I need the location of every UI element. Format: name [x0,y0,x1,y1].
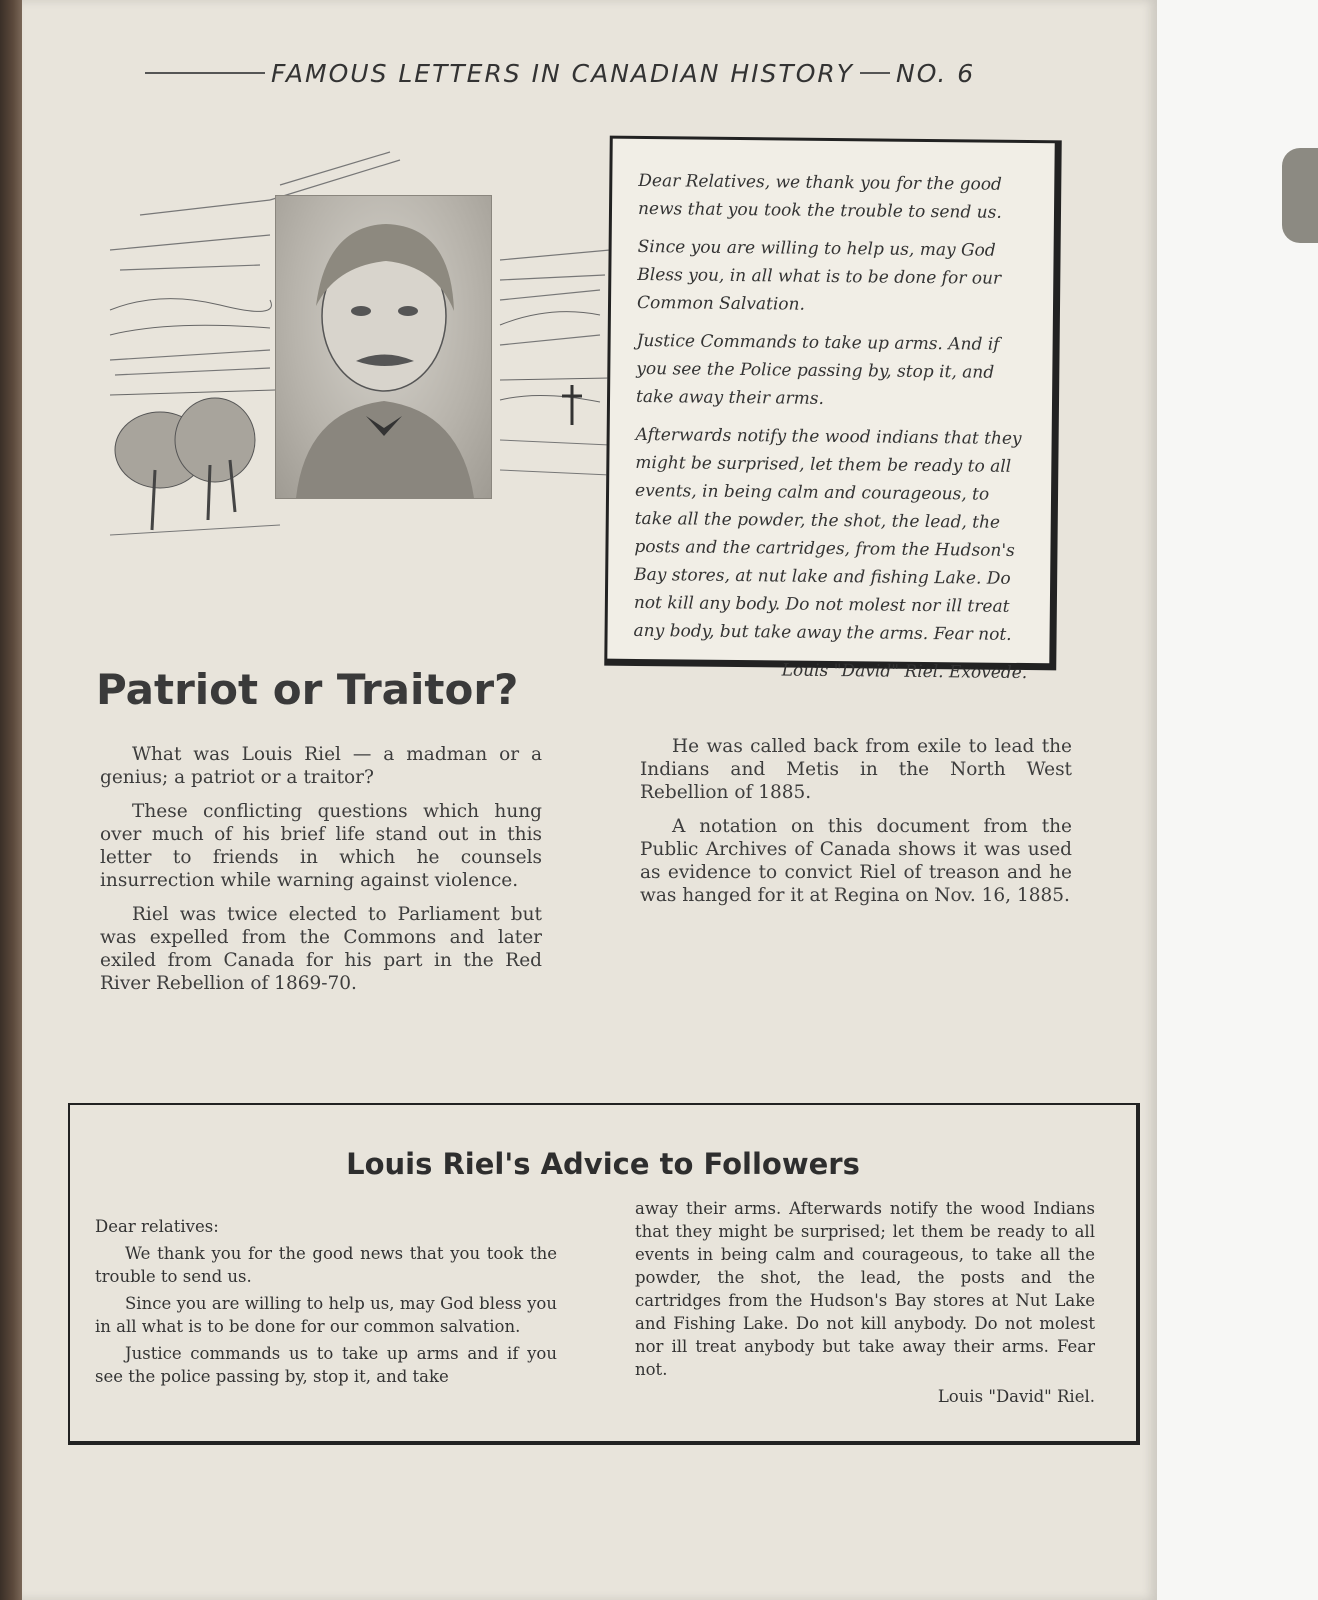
header-number: NO. 6 [896,58,976,88]
letter-paragraph: Dear Relatives, we thank you for the good news that you took the trouble to send us. [637,170,1002,223]
advice-column-left [95,1215,557,1392]
page-header [145,55,1045,91]
header-title: FAMOUS LETTERS IN CANADIAN HISTORY [271,58,855,88]
article-paragraph: He was called back from exile to lead the Indians and Metis in the North West Rebellion of 1885. [640,736,1072,803]
article-column-right [640,735,1072,918]
handwritten-letter [604,136,1062,684]
advice-paragraph: We thank you for the good news that you took the trouble to send us. [95,1244,557,1286]
trees [115,398,255,530]
header-rule-mid [860,72,890,74]
binder-ring [1282,148,1318,243]
article-column-left [100,743,542,1006]
advice-box [68,1103,1140,1445]
advice-title: Louis Riel's Advice to Followers [346,1147,860,1181]
advice-paragraph: Since you are willing to help us, may God bless you in all what is to be done for our common salvation. [95,1294,557,1336]
cross-icon [562,385,582,425]
article-paragraph: These conflicting questions which hung over much of his brief life stand out in this letter to friends in which he counsels insurrection while warning against violence. [100,801,542,891]
header-rule-left [145,72,265,74]
letter-paragraph: Justice Commands to take up arms. And if you see the Police passing by, stop it, and take away their arms. [635,330,1000,409]
article-paragraph: What was Louis Riel — a madman or a genius; a patriot or a traitor? [100,744,542,788]
article-paragraph: A notation on this document from the Public Archives of Canada shows it was used as evidence to convict Riel of treason and he was hanged for it at Regina on Nov. 16, 1885. [640,816,1072,906]
advice-column-right [635,1197,1095,1408]
article-headline: Patriot or Traitor? [96,665,519,714]
portrait-illustration [275,195,492,499]
portrait-sketch [276,196,491,498]
letter-paragraph: Afterwards notify the wood indians that they might be surprised, let them be ready to all events, in being calm and courageous, to take all the powder, the shot, the lead, the posts and the cartridges, from the Hudson's Bay stores, at nut lake and fishing Lake. Do not kill any body. Do not molest nor ill treat any body, but take away the arms. Fear not. [633,424,1022,645]
letter-signature: Louis "David" Riel. Exovede. [781,660,1028,684]
advice-signature: Louis "David" Riel. [937,1387,1095,1406]
book-binding [0,0,22,1600]
letter-paragraph: Since you are willing to help us, may God Bless you, in all what is to be done for our Common Salvation. [636,236,1002,315]
advice-paragraph: away their arms. Afterwards notify the wood Indians that they might be surprised; let them be ready to all events in being calm and courageous, to take all the powder, the shot, the lead, the posts and the cartridges from the Hudson's Bay stores at Nut Lake and Fishing Lake. Do not kill anybody. Do not molest nor ill treat anybody but take away their arms. Fear not. [635,1199,1095,1379]
advice-salutation: Dear relatives: [95,1217,219,1236]
article-paragraph: Riel was twice elected to Parliament but was expelled from the Commons and later exiled from Canada for his part in the Red River Rebellion of 1869-70. [100,904,542,994]
advice-paragraph: Justice commands us to take up arms and if you see the police passing by, stop it, and take [95,1344,557,1386]
